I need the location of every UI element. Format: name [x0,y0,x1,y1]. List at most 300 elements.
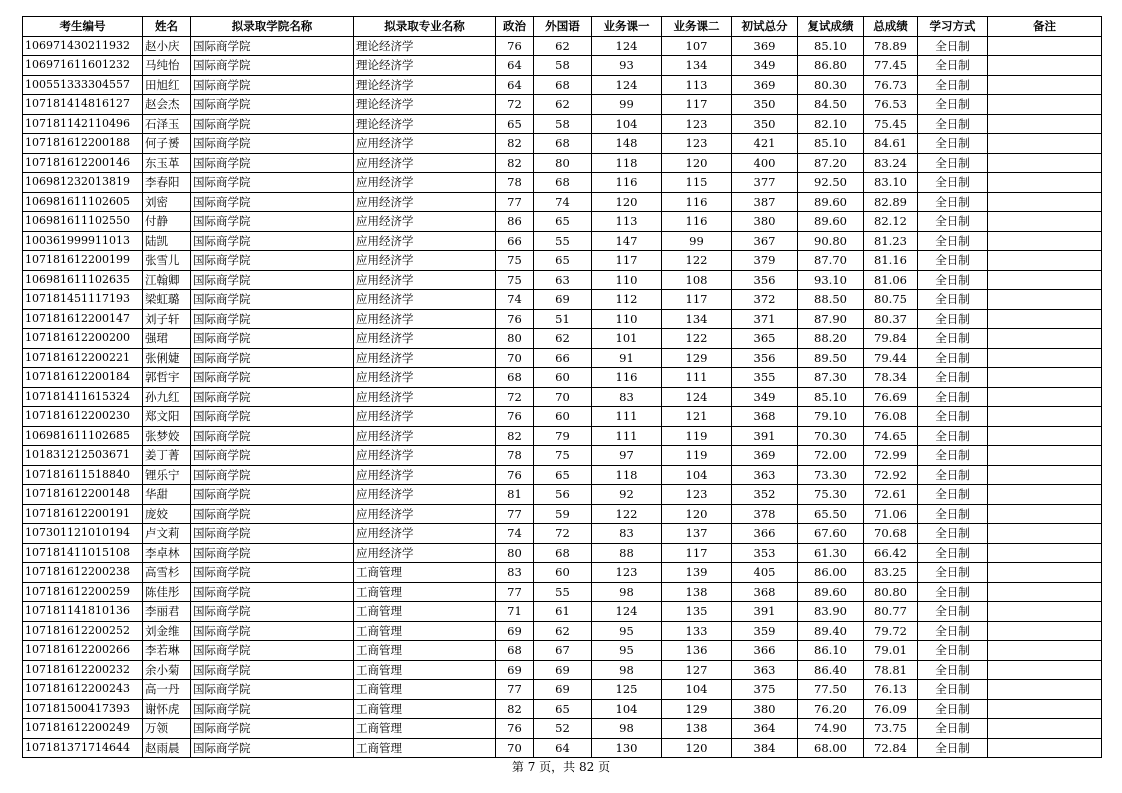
table-cell: 107181612200147 [23,309,143,329]
table-cell: 89.60 [798,582,864,602]
table-cell: 115 [662,173,732,193]
table-cell: 127 [662,660,732,680]
table-cell: 107181612200238 [23,563,143,583]
table-cell: 国际商学院 [191,134,354,154]
table-cell: 76.09 [864,699,918,719]
table-cell: 东玉革 [143,153,191,173]
table-cell: 国际商学院 [191,738,354,758]
table-cell: 全日制 [918,719,988,739]
table-cell: 应用经济学 [354,543,496,563]
table-row [23,426,1102,446]
table-cell: 85.10 [798,134,864,154]
table-cell: 77 [496,680,534,700]
table-cell: 国际商学院 [191,270,354,290]
table-cell: 全日制 [918,309,988,329]
table-cell [988,192,1102,212]
table-cell: 107181612200221 [23,348,143,368]
table-cell: 65 [534,699,592,719]
table-cell: 124 [592,602,662,622]
table-row [23,621,1102,641]
table-row [23,504,1102,524]
table-row [23,153,1102,173]
table-cell: 全日制 [918,563,988,583]
table-cell: 353 [732,543,798,563]
table-cell [988,621,1102,641]
table-cell: 郑文阳 [143,407,191,427]
table-cell: 363 [732,465,798,485]
table-cell: 77.50 [798,680,864,700]
table-cell: 85.10 [798,387,864,407]
table-cell: 应用经济学 [354,504,496,524]
table-cell: 356 [732,270,798,290]
table-cell: 77.45 [864,56,918,76]
table-cell: 李卓林 [143,543,191,563]
table-cell: 106971611601232 [23,56,143,76]
table-cell: 80.75 [864,290,918,310]
table-cell: 107181612200266 [23,641,143,661]
column-header: 初试总分 [732,17,798,37]
table-cell: 59 [534,504,592,524]
table-cell: 69 [496,621,534,641]
table-cell: 64 [496,75,534,95]
table-cell: 应用经济学 [354,251,496,271]
table-cell: 83.24 [864,153,918,173]
table-cell: 107181612200259 [23,582,143,602]
table-cell: 56 [534,485,592,505]
table-cell: 80.37 [864,309,918,329]
table-cell [988,582,1102,602]
table-cell: 349 [732,387,798,407]
table-row [23,36,1102,56]
table-row [23,270,1102,290]
table-cell: 全日制 [918,387,988,407]
table-cell: 92 [592,485,662,505]
table-cell: 72 [534,524,592,544]
table-cell: 67.60 [798,524,864,544]
table-cell: 应用经济学 [354,173,496,193]
table-cell: 应用经济学 [354,407,496,427]
table-cell: 139 [662,563,732,583]
table-cell [988,309,1102,329]
table-row [23,602,1102,622]
table-cell: 国际商学院 [191,75,354,95]
table-cell: 国际商学院 [191,309,354,329]
table-cell: 赵小庆 [143,36,191,56]
table-cell: 70 [496,738,534,758]
table-cell: 110 [592,270,662,290]
table-cell: 391 [732,602,798,622]
table-cell: 全日制 [918,465,988,485]
table-cell: 刘子轩 [143,309,191,329]
table-cell: 国际商学院 [191,153,354,173]
table-cell: 全日制 [918,485,988,505]
table-cell: 129 [662,348,732,368]
table-cell: 国际商学院 [191,173,354,193]
table-cell: 81.16 [864,251,918,271]
table-cell: 何子赟 [143,134,191,154]
table-cell: 70 [534,387,592,407]
table-cell: 91 [592,348,662,368]
table-cell: 92.50 [798,173,864,193]
table-cell: 国际商学院 [191,36,354,56]
table-cell: 全日制 [918,251,988,271]
table-cell: 应用经济学 [354,329,496,349]
table-cell: 87.20 [798,153,864,173]
table-row [23,407,1102,427]
table-cell: 82 [496,699,534,719]
table-cell: 118 [592,153,662,173]
table-cell: 工商管理 [354,621,496,641]
table-cell: 86 [496,212,534,232]
table-cell [988,485,1102,505]
table-cell: 国际商学院 [191,114,354,134]
table-cell: 123 [662,114,732,134]
table-cell: 64 [496,56,534,76]
table-cell: 104 [662,680,732,700]
table-cell: 119 [662,426,732,446]
table-cell: 68 [534,173,592,193]
table-cell: 77 [496,504,534,524]
table-cell: 刘密 [143,192,191,212]
table-row [23,56,1102,76]
table-cell: 66 [496,231,534,251]
table-cell: 79.01 [864,641,918,661]
table-cell: 108 [662,270,732,290]
table-cell: 68.00 [798,738,864,758]
column-header: 复试成绩 [798,17,864,37]
table-cell: 工商管理 [354,582,496,602]
table-cell: 86.10 [798,641,864,661]
table-cell: 国际商学院 [191,446,354,466]
table-cell: 104 [592,699,662,719]
table-cell [988,387,1102,407]
table-cell [988,36,1102,56]
table-cell: 卢文莉 [143,524,191,544]
table-cell: 华甜 [143,485,191,505]
table-cell: 全日制 [918,543,988,563]
table-cell: 107181612200199 [23,251,143,271]
page-footer: 第 7 页，共 82 页 [511,760,611,774]
table-row [23,75,1102,95]
table-cell: 134 [662,56,732,76]
table-row [23,485,1102,505]
table-cell: 工商管理 [354,680,496,700]
table-cell: 107181612200243 [23,680,143,700]
table-cell: 82 [496,426,534,446]
table-cell: 78.34 [864,368,918,388]
table-cell [988,270,1102,290]
table-cell: 89.60 [798,212,864,232]
table-cell: 理论经济学 [354,36,496,56]
table-cell: 全日制 [918,699,988,719]
table-cell: 77 [496,192,534,212]
table-cell: 李若琳 [143,641,191,661]
table-row [23,660,1102,680]
table-cell: 107181612200252 [23,621,143,641]
table-cell [988,348,1102,368]
table-cell: 国际商学院 [191,719,354,739]
table-cell: 68 [534,75,592,95]
table-cell: 应用经济学 [354,153,496,173]
table-cell: 理论经济学 [354,95,496,115]
table-cell: 应用经济学 [354,231,496,251]
table-cell: 80.30 [798,75,864,95]
table-cell: 124 [592,75,662,95]
table-cell: 58 [534,114,592,134]
table-cell: 87.90 [798,309,864,329]
table-cell: 72 [496,387,534,407]
table-cell: 65 [496,114,534,134]
column-header: 考生编号 [23,17,143,37]
table-cell: 83 [496,563,534,583]
table-cell: 张俐婕 [143,348,191,368]
table-row [23,719,1102,739]
table-cell: 118 [592,465,662,485]
table-cell: 101 [592,329,662,349]
table-cell: 133 [662,621,732,641]
table-cell: 全日制 [918,407,988,427]
table-cell: 89.50 [798,348,864,368]
table-cell: 应用经济学 [354,426,496,446]
table-cell: 356 [732,348,798,368]
table-cell: 马纯怡 [143,56,191,76]
table-cell: 107181500417393 [23,699,143,719]
table-cell: 72.92 [864,465,918,485]
table-cell [988,95,1102,115]
table-cell: 国际商学院 [191,231,354,251]
table-cell: 63 [534,270,592,290]
table-row [23,543,1102,563]
table-cell: 83.10 [864,173,918,193]
table-cell: 72.61 [864,485,918,505]
table-row [23,212,1102,232]
table-cell: 104 [662,465,732,485]
table-cell [988,251,1102,271]
table-cell: 106971430211932 [23,36,143,56]
table-row [23,680,1102,700]
table-cell: 75 [496,270,534,290]
table-cell: 367 [732,231,798,251]
table-cell: 349 [732,56,798,76]
table-cell: 高雪杉 [143,563,191,583]
table-cell: 全日制 [918,582,988,602]
table-cell: 74 [534,192,592,212]
table-cell: 107181411015108 [23,543,143,563]
table-cell: 65 [534,212,592,232]
table-cell: 366 [732,641,798,661]
table-row [23,387,1102,407]
table-cell: 378 [732,504,798,524]
table-cell: 76 [496,465,534,485]
table-cell: 107301121010194 [23,524,143,544]
table-cell: 117 [662,290,732,310]
table-cell: 67 [534,641,592,661]
table-cell: 全日制 [918,368,988,388]
table-cell: 国际商学院 [191,387,354,407]
table-cell: 366 [732,524,798,544]
table-cell: 138 [662,719,732,739]
table-cell: 85.10 [798,36,864,56]
table-cell: 65 [534,465,592,485]
table-cell: 全日制 [918,738,988,758]
table-cell: 应用经济学 [354,212,496,232]
table-cell: 78.81 [864,660,918,680]
table-cell: 98 [592,582,662,602]
table-cell: 95 [592,621,662,641]
table-cell: 86.40 [798,660,864,680]
table-cell: 62 [534,36,592,56]
table-cell: 82.10 [798,114,864,134]
table-row [23,309,1102,329]
table-cell: 88.20 [798,329,864,349]
table-cell: 全日制 [918,114,988,134]
table-cell [988,738,1102,758]
table-cell [988,114,1102,134]
table-cell: 72.84 [864,738,918,758]
table-row [23,563,1102,583]
table-cell: 应用经济学 [354,348,496,368]
table-row [23,446,1102,466]
table-cell: 刘金维 [143,621,191,641]
table-cell: 98 [592,660,662,680]
table-cell: 国际商学院 [191,504,354,524]
table-cell: 国际商学院 [191,251,354,271]
table-cell: 106981611102605 [23,192,143,212]
table-cell [988,660,1102,680]
table-cell: 107 [662,36,732,56]
table-cell: 122 [662,251,732,271]
table-cell: 380 [732,699,798,719]
table-cell: 70.68 [864,524,918,544]
table-cell: 69 [534,660,592,680]
table-cell: 80 [496,329,534,349]
table-cell [988,407,1102,427]
table-cell: 107181612200184 [23,368,143,388]
table-cell: 369 [732,36,798,56]
table-cell: 61 [534,602,592,622]
table-cell: 89.60 [798,192,864,212]
table-cell: 124 [592,36,662,56]
table-cell: 106981611102550 [23,212,143,232]
table-cell: 梁虹璐 [143,290,191,310]
table-cell: 全日制 [918,192,988,212]
table-cell: 116 [662,192,732,212]
table-cell: 全日制 [918,212,988,232]
table-cell [988,699,1102,719]
table-cell: 76.13 [864,680,918,700]
table-cell: 117 [662,543,732,563]
table-cell: 全日制 [918,524,988,544]
table-cell: 70.30 [798,426,864,446]
table-cell: 余小菊 [143,660,191,680]
table-cell: 137 [662,524,732,544]
table-cell: 国际商学院 [191,56,354,76]
table-cell: 52 [534,719,592,739]
table-cell: 国际商学院 [191,407,354,427]
table-cell: 62 [534,621,592,641]
table-cell: 应用经济学 [354,309,496,329]
table-cell [988,329,1102,349]
table-cell: 全日制 [918,621,988,641]
table-cell: 350 [732,95,798,115]
table-cell: 375 [732,680,798,700]
table-cell: 123 [592,563,662,583]
table-cell: 111 [662,368,732,388]
table-cell: 谢怀虎 [143,699,191,719]
table-cell: 陈佳彤 [143,582,191,602]
table-cell: 60 [534,563,592,583]
table-cell: 68 [496,368,534,388]
table-cell: 全日制 [918,602,988,622]
table-cell: 应用经济学 [354,485,496,505]
table-cell: 74 [496,524,534,544]
table-cell: 64 [534,738,592,758]
table-cell: 国际商学院 [191,329,354,349]
table-cell [988,641,1102,661]
table-cell: 60 [534,368,592,388]
table-cell: 锂乐宁 [143,465,191,485]
table-cell: 81.23 [864,231,918,251]
table-cell: 87.70 [798,251,864,271]
table-cell: 58 [534,56,592,76]
column-header: 学习方式 [918,17,988,37]
table-cell: 应用经济学 [354,134,496,154]
table-cell: 73.30 [798,465,864,485]
table-cell: 125 [592,680,662,700]
table-row [23,738,1102,758]
table-cell [988,212,1102,232]
table-cell: 张梦姣 [143,426,191,446]
table-cell: 350 [732,114,798,134]
table-cell: 82 [496,134,534,154]
table-cell: 72.00 [798,446,864,466]
table-cell: 80 [534,153,592,173]
table-cell: 120 [662,504,732,524]
table-cell: 107181371714644 [23,738,143,758]
table-cell: 79.84 [864,329,918,349]
table-cell: 83 [592,524,662,544]
table-cell: 405 [732,563,798,583]
table-cell: 孙九红 [143,387,191,407]
table-cell: 理论经济学 [354,75,496,95]
table-cell: 369 [732,75,798,95]
table-cell: 55 [534,582,592,602]
table-cell: 123 [662,134,732,154]
table-cell: 国际商学院 [191,680,354,700]
table-cell: 111 [592,407,662,427]
table-cell: 106981611102635 [23,270,143,290]
table-cell: 国际商学院 [191,95,354,115]
table-cell: 60 [534,407,592,427]
table-cell: 88 [592,543,662,563]
table-cell: 82.89 [864,192,918,212]
table-cell: 应用经济学 [354,192,496,212]
table-cell: 江翰卿 [143,270,191,290]
table-cell: 107181141810136 [23,602,143,622]
table-cell: 62 [534,95,592,115]
table-cell [988,368,1102,388]
table-cell: 148 [592,134,662,154]
table-row [23,699,1102,719]
table-cell: 74 [496,290,534,310]
table-cell: 116 [592,173,662,193]
table-cell: 郭哲宇 [143,368,191,388]
table-row [23,641,1102,661]
table-cell: 122 [592,504,662,524]
table-cell: 71 [496,602,534,622]
table-row [23,329,1102,349]
table-cell: 78 [496,173,534,193]
